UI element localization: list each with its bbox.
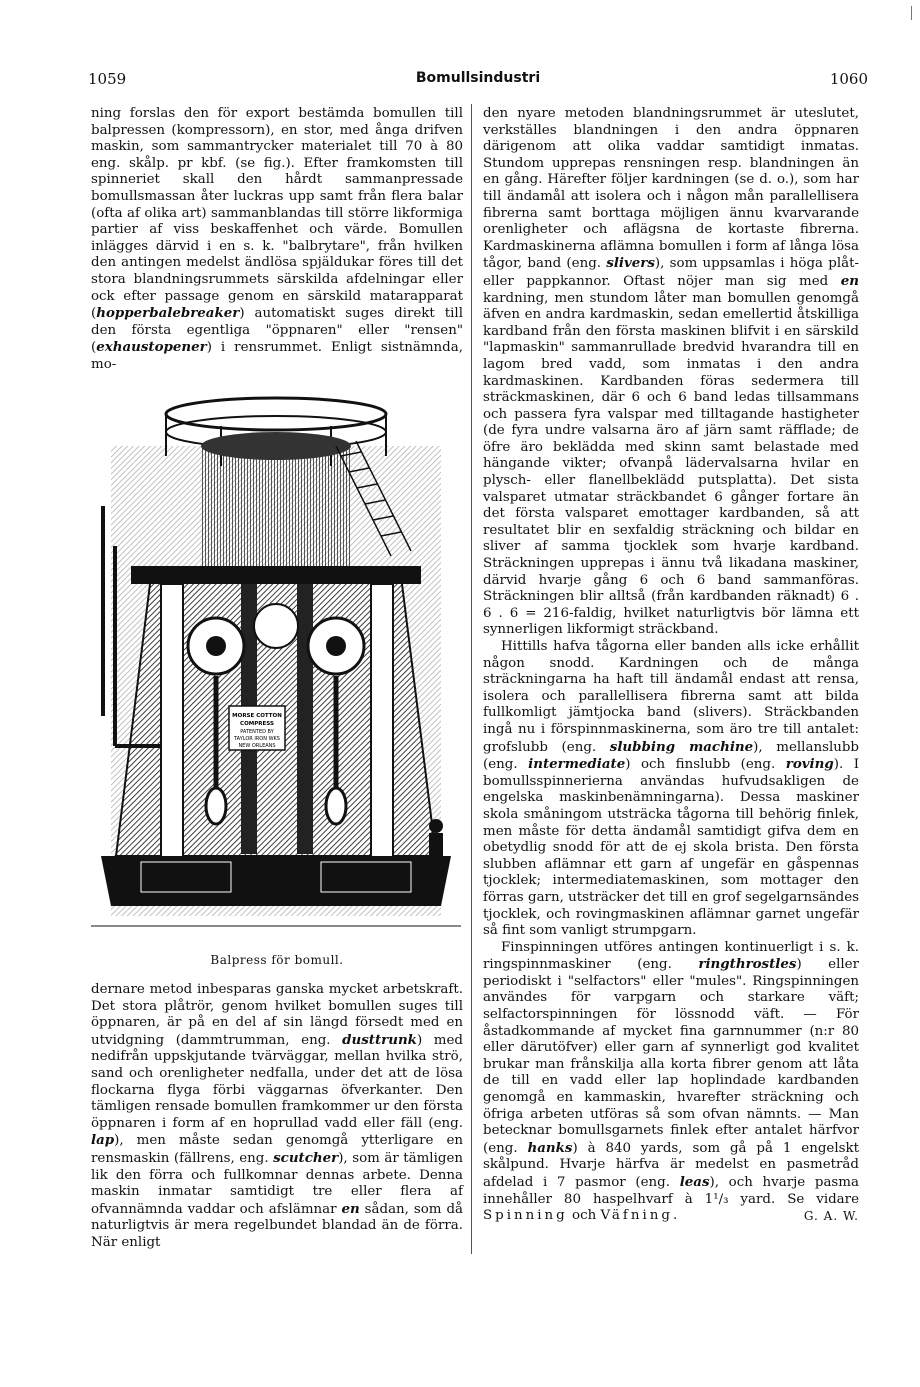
page-number-right: 1060	[829, 70, 868, 88]
svg-text:TAYLOR IRON WKS: TAYLOR IRON WKS	[234, 735, 280, 742]
running-title: Bomullsindustri	[415, 70, 541, 86]
right-paragraph-3: Finspinningen utföres antingen kontinuerligt i s. k. ringspinnmaskiner (eng. ringthrostles) eller periodiskt i "selfactors" eller "mules". Ringspinningen användes för varpgarn och starkare väft; selfactorspinningen för lössnodd väft. — För åstadkommande af mycket fina garnnummer (n:r 80 eller därutöfver) eller garn af synnerligt god kvalitet brukar man frånskilja alla korta fibrer genom att låta de till en vadd eller lap hoplindade kardbanden genomgå en kammaskin, hvarefter sträckning och öfriga arbeten utföras så som ofvan nämnts. — Man betecknar bomullsgarnets finlek efter antalet härfvor (eng. hanks) à 840 yards, som gå på 1 engelskt skålpund. Hvarje härfva är medelst en pasmetråd afdelad i 7 pasmor (eng. leas), och hvarje pasma innehåller 80 haspelhvarf à 1¹/₃ yard. Se vidare Spinning och Väfning. G. A. W.	[483, 939, 859, 1224]
left-column	[91, 106, 463, 1252]
column-divider	[471, 104, 472, 1254]
left-paragraph-1: ning forslas den för export bestämda bomullen till balpressen (kompressorn), en stor, med ånga drifven maskin, som sammantrycker materialet till 70 à 80 eng. skålp. pr kbf. (se fig.). Efter framkomsten till spinneriet skall den hårdt sammanpressade bomullsmassan åter luckras upp samt från flera balar (ofta af olika art) sammanblandas till större likformiga partier af viss beskaffenhet och värde. Bomullen inlägges därvid i en s. k. "balbrytare", från hvilken den antingen medelst ändlösa spjäldukar föres till det stora blandningsrummets särskilda afdelningar eller ock efter passage genom en särskild matarapparat (hopperbalebreaker) automatiskt suges direkt till den första egentliga "öppnaren" eller "rensen" (exhaustopener) i rensrummet. Enligt sistnämnda, mo-	[91, 106, 463, 372]
cross-reference-vafning[interactable]: Väfning.	[600, 1208, 681, 1224]
right-paragraph-1: den nyare metoden blandningsrummet är uteslutet, verkställes blandningen i den andra öppnaren därigenom att olika vaddar samtidigt inmatas. Stundom upprepas rensningen resp. blandningen än en gång. Härefter följer kardningen (se d. o.), som har till ändamål att isolera och i någon mån parallellisera fibrerna samt borttaga möjligen ännu kvarvarande orenligheter och aflägsna de kortaste fibrerna. Kardmaskinerna aflämna bomullen i form af långa lösa tågor, band (eng. slivers), som uppsamlas i höga plåt- eller pappkannor. Oftast nöjer man sig med en kardning, men stundom låter man bomullen genomgå äfven en andra kardmaskin, sedan emellertid åtskilliga kardband från den första maskinen blifvit i en särskild "lapmaskin" sammanrullade bredvid hvarandra till en lagom bred vadd, som inmatas i den andra kardmaskinen. Kardbanden föras sedermera till sträckmaskinen, där 6 och 6 band ledas tillsammans och passera fyra valspar med tilltagande hastigheter (de fyra undre valsarna äro af järn samt räfflade; de öfre äro beklädda med skinn samt belastade med hängande vikter; ofvanpå lädervalsarna hvilar en plysch- eller flanellbeklädd putsplatta). Det sista valsparet utmatar sträckbandet 6 gånger fortare än det första valsparet emottager kardbanden, så att resultatet blir en sexfaldig sträckning och bildar en sliver af samma tjocklek som hvarje kardband. Sträckningen upprepas i ännu två likadana maskiner, därvid hvarje gång 6 och 6 band sammanföras. Sträckningen blir alltså (från kardbanden räknadt) 6 . 6 . 6 = 216-faldig, hvilket naturligtvis bör lämna ett synnerligen likformigt sträckband.	[483, 106, 859, 638]
figure-caption: Balpress för bomull.	[210, 952, 344, 967]
margin-mark	[911, 6, 912, 20]
svg-text:MORSE COTTON: MORSE COTTON	[232, 712, 282, 719]
svg-text:COMPRESS: COMPRESS	[240, 720, 274, 727]
author-signature: G. A. W.	[803, 1209, 859, 1224]
svg-text:NEW ORLEANS: NEW ORLEANS	[238, 742, 276, 749]
page-header	[88, 70, 868, 92]
left-paragraph-2: dernare metod inbesparas ganska mycket arbetskraft. Det stora plåtrör, genom hvilket bomullen suges till öppnaren, är på en del af sin längd försedt med en utvidgning (dammtrumman, eng. dusttrunk) med nedifrån uppskjutande tvärväggar, mellan hvilka strö, sand och orenligheter nedfalla, under det att de lösa flockarna flyga förbi väggarnas öfverkanter. Den tämligen rensade bomullen framkommer ur den första öppnaren i form af en hoprullad vadd eller fäll (eng. lap), men måste sedan genomgå ytterligare en rensmaskin (fällrens, eng. scutcher), som är tämligen lik den förra och fullkomnar dennas arbete. Denna maskin inmatar samtidigt tre eller flera af ofvannämnda vaddar och afslämnar en sådan, som då naturligtvis är mera regelbundet blandad än de förra. När enligt	[91, 982, 463, 1250]
cross-reference-spinning[interactable]: Spinning	[483, 1208, 568, 1224]
right-column	[483, 106, 859, 1225]
svg-text:PATENTED BY: PATENTED BY	[240, 728, 274, 735]
cotton-press-illustration	[91, 386, 461, 946]
right-paragraph-2: Hittills hafva tågorna eller banden alls icke erhållit någon snodd. Kardningen och de många sträckningarna ha haft till ändamål endast att rensa, isolera och parallellisera fibrerna samt att bilda fullkomligt jämtjocka band (slivers). Sträckbanden ingå nu i förspinnmaskinerna, som äro tre till antalet: grofslubb (eng. slubbing machine), mellanslubb (eng. intermediate) och finslubb (eng. roving). I bomullsspinnerierna användas hufvudsakligen de engelska maskinbenämningarna). Dessa maskiner skola småningom utsträcka tågorna till behörig finlek, men måste för detta ändamål samtidigt gifva dem en obetydlig snodd för att de ej skola brista. Den första slubben aflämnar ett garn af ungefär en gåspennas tjocklek; intermediatemaskinen, som mottager den förras garn, utsträcker det till en grof segelgarnsändes tjocklek, och rovingmaskinen aflämnar garnet ungefär så fint som vanligt strumpgarn.	[483, 639, 860, 939]
page-number-left: 1059	[88, 70, 127, 88]
